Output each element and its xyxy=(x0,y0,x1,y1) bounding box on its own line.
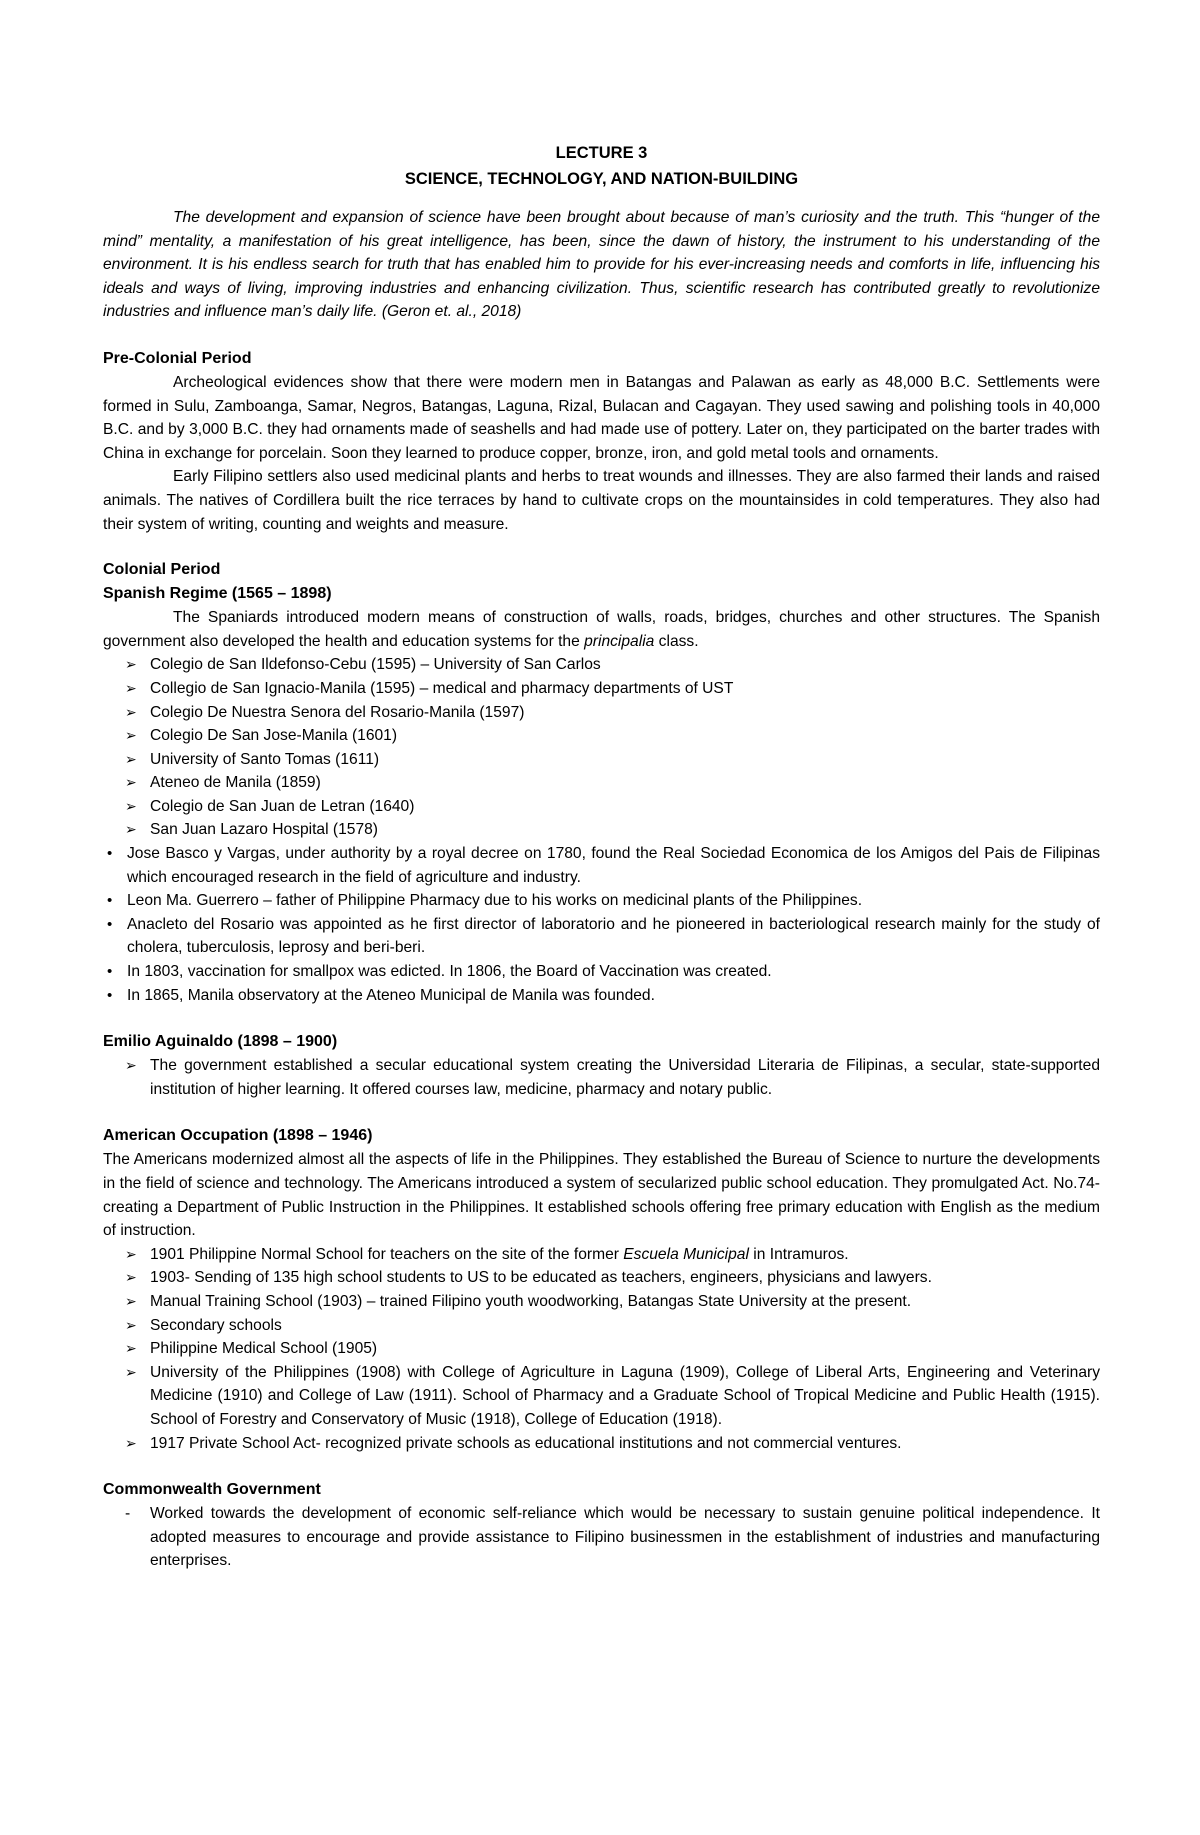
arrow-bullet-icon: ➢ xyxy=(125,774,137,791)
spanish-regime-heading: Spanish Regime (1565 – 1898) xyxy=(103,585,332,603)
colonial-heading: Colonial Period xyxy=(103,561,221,579)
list-item xyxy=(103,1337,1100,1361)
list-item-text: Anacleto del Rosario was appointed as he first director of laboratorio and he pioneered in bacteriological research mainly for the study of cholera, tuberculosis, leprosy and beri-beri. xyxy=(127,915,1100,957)
arrow-bullet-icon: ➢ xyxy=(125,1245,137,1262)
spanish-paragraph-end: class. xyxy=(654,632,699,650)
list-item-text: Colegio De San Jose-Manila (1601) xyxy=(150,727,398,745)
arrow-bullet-icon: ➢ xyxy=(125,1292,137,1309)
list-item xyxy=(103,960,1100,984)
arrow-bullet-icon: ➢ xyxy=(125,727,137,744)
spanish-facts-list xyxy=(103,842,1100,1007)
list-item xyxy=(103,771,1100,795)
aguinaldo-heading: Emilio Aguinaldo (1898 – 1900) xyxy=(103,1033,338,1051)
arrow-bullet-icon: ➢ xyxy=(125,1316,137,1333)
arrow-bullet-icon: ➢ xyxy=(125,1434,137,1451)
arrow-bullet-icon: ➢ xyxy=(125,1269,137,1286)
spanish-paragraph xyxy=(103,606,1100,653)
lecture-title: SCIENCE, TECHNOLOGY, AND NATION-BUILDING xyxy=(404,170,799,188)
list-item xyxy=(103,1290,1100,1314)
commonwealth-list xyxy=(103,1502,1100,1573)
list-item-text: In 1865, Manila observatory at the Ateneo Municipal de Manila was founded. xyxy=(127,986,655,1004)
list-item xyxy=(103,795,1100,819)
list-item-text: Jose Basco y Vargas, under authority by a royal decree on 1780, found the Real Sociedad Economica de los Amigos del Pais de Filipinas which encouraged research in the field of agriculture and industry. xyxy=(127,845,1100,886)
list-item xyxy=(103,748,1100,772)
list-item xyxy=(103,984,1100,1008)
list-item-text: Ateneo de Manila (1859) xyxy=(150,774,321,792)
precolonial-paragraph-1: Archeological evidences show that there were modern men in Batangas and Palawan as early as 48,000 B.C. Settlements were formed in Sulu, Zamboanga, Samar, Negros, Batangas, Laguna, Rizal, Bulacan and Cagayan. They used sawing and polishing tools in 40,000 B.C. and by 3,000 B.C. they had ornaments made of seashells and had made use of pottery. Later on, they participated on the barter trades with China in exchange for porcelain. Soon they learned to produce copper, bronze, iron, and gold metal tools and ornaments. xyxy=(103,373,1100,462)
list-item-text: Manual Training School (1903) – trained Filipino youth woodworking, Batangas State University at the present. xyxy=(150,1292,912,1310)
dot-bullet-icon: • xyxy=(107,986,113,1004)
dot-bullet-icon: • xyxy=(107,915,113,933)
intro-paragraph: The development and expansion of science have been brought about because of man’s curiosity and the truth. This “hunger of the mind” mentality, a manifestation of his great intelligence, has been, since the dawn of history, the instrument to his understanding of the environment. It is his endless search for truth that has enabled him to provide for his ever-increasing needs and comforts in life, influencing his ideals and ways of living, improving industries and enhancing civilization. Thus, scientific research has contributed greatly to revolutionize industries and influence man’s daily life. (Geron et. al., 2018) xyxy=(103,209,1100,321)
american-heading: American Occupation (1898 – 1946) xyxy=(103,1127,373,1145)
list-item-text: University of the Philippines (1908) with College of Agriculture in Laguna (1909), College of Liberal Arts, Engineering and Veterinary Medicine (1910) and College of Law (1911). School of Pharmacy and a Graduate School of Tropical Medicine and Public Health (1915). School of Forestry and Conservatory of Music (1918), College of Education (1918). xyxy=(150,1363,1100,1428)
list-item xyxy=(103,1243,1100,1267)
arrow-bullet-icon: ➢ xyxy=(125,703,137,720)
arrow-bullet-icon: ➢ xyxy=(125,797,137,814)
list-item-text: 1903- Sending of 135 high school students to US to be educated as teachers, engineers, physicians and lawyers. xyxy=(150,1269,932,1287)
list-item xyxy=(103,1266,1100,1290)
lecture-number: LECTURE 3 xyxy=(555,144,648,162)
list-item xyxy=(103,818,1100,842)
commonwealth-heading: Commonwealth Government xyxy=(103,1481,321,1499)
list-item xyxy=(103,701,1100,725)
list-item-text-end: in Intramuros. xyxy=(748,1245,849,1263)
dot-bullet-icon: • xyxy=(107,845,113,863)
list-item xyxy=(103,653,1100,677)
list-item xyxy=(103,842,1100,889)
arrow-bullet-icon: ➢ xyxy=(125,821,137,838)
list-item-text: San Juan Lazaro Hospital (1578) xyxy=(150,821,378,839)
list-item xyxy=(103,1361,1100,1432)
dot-bullet-icon: • xyxy=(107,963,113,981)
list-item-text: Colegio de San Ildefonso-Cebu (1595) – University of San Carlos xyxy=(150,656,601,674)
spanish-schools-list xyxy=(103,653,1100,842)
list-item xyxy=(103,913,1100,960)
list-item-text: Collegio de San Ignacio-Manila (1595) – medical and pharmacy departments of UST xyxy=(150,679,734,697)
list-item xyxy=(103,1502,1100,1573)
list-item xyxy=(103,1432,1100,1456)
american-paragraph: The Americans modernized almost all the aspects of life in the Philippines. They established the Bureau of Science to nurture the developments in the field of science and technology. The Americans introduced a system of secularized public school education. They promulgated Act. No.74- creating a Department of Public Instruction in the Philippines. It established schools offering free primary education with English as the medium of instruction. xyxy=(103,1151,1100,1240)
list-item xyxy=(103,1054,1100,1101)
list-item-emphasis: Escuela Municipal xyxy=(623,1245,749,1263)
list-item-text: Philippine Medical School (1905) xyxy=(150,1340,378,1358)
dot-bullet-icon: • xyxy=(107,892,113,910)
list-item xyxy=(103,889,1100,913)
spanish-paragraph-start: The Spaniards introduced modern means of construction of walls, roads, bridges, churches and other structures. The Spanish government also developed the health and education systems for the xyxy=(103,609,1100,650)
arrow-bullet-icon: ➢ xyxy=(125,750,137,767)
arrow-bullet-icon: ➢ xyxy=(125,1057,137,1074)
arrow-bullet-icon: ➢ xyxy=(125,1340,137,1357)
list-item-text: 1901 Philippine Normal School for teachers on the site of the former xyxy=(150,1245,624,1263)
list-item xyxy=(103,724,1100,748)
arrow-bullet-icon: ➢ xyxy=(125,656,137,673)
american-list xyxy=(103,1243,1100,1455)
list-item-text: The government established a secular educational system creating the Universidad Literaria de Filipinas, a secular, state-supported institution of higher learning. It offered courses law, medicine, pharmacy and notary public. xyxy=(150,1057,1100,1098)
spanish-paragraph-emphasis: principalia xyxy=(584,632,655,650)
list-item-text: University of Santo Tomas (1611) xyxy=(150,750,380,768)
arrow-bullet-icon: ➢ xyxy=(125,1363,137,1380)
arrow-bullet-icon: ➢ xyxy=(125,679,137,696)
list-item-text: Leon Ma. Guerrero – father of Philippine Pharmacy due to his works on medicinal plants of the Philippines. xyxy=(127,892,863,910)
dash-bullet-icon: - xyxy=(125,1505,131,1523)
aguinaldo-list xyxy=(103,1054,1100,1101)
list-item-text: Colegio De Nuestra Senora del Rosario-Manila (1597) xyxy=(150,703,525,721)
precolonial-paragraph-2: Early Filipino settlers also used medicinal plants and herbs to treat wounds and illnesses. They are also farmed their lands and raised animals. The natives of Cordillera built the rice terraces by hand to cultivate crops on the mountainsides in cold temperatures. They also had their system of writing, counting and weights and measure. xyxy=(103,468,1100,533)
list-item-text: Worked towards the development of economic self-reliance which would be necessary to sustain genuine political independence. It adopted measures to encourage and provide assistance to Filipino businessmen in the establishment of industries and manufacturing enterprises. xyxy=(150,1505,1100,1570)
list-item-text: Secondary schools xyxy=(150,1316,282,1334)
list-item xyxy=(103,1314,1100,1338)
list-item-text: 1917 Private School Act- recognized private schools as educational institutions and not commercial ventures. xyxy=(150,1434,902,1452)
list-item-text: Colegio de San Juan de Letran (1640) xyxy=(150,797,415,815)
precolonial-heading: Pre-Colonial Period xyxy=(103,349,252,367)
list-item xyxy=(103,677,1100,701)
list-item-text: In 1803, vaccination for smallpox was edicted. In 1806, the Board of Vaccination was created. xyxy=(127,963,772,981)
